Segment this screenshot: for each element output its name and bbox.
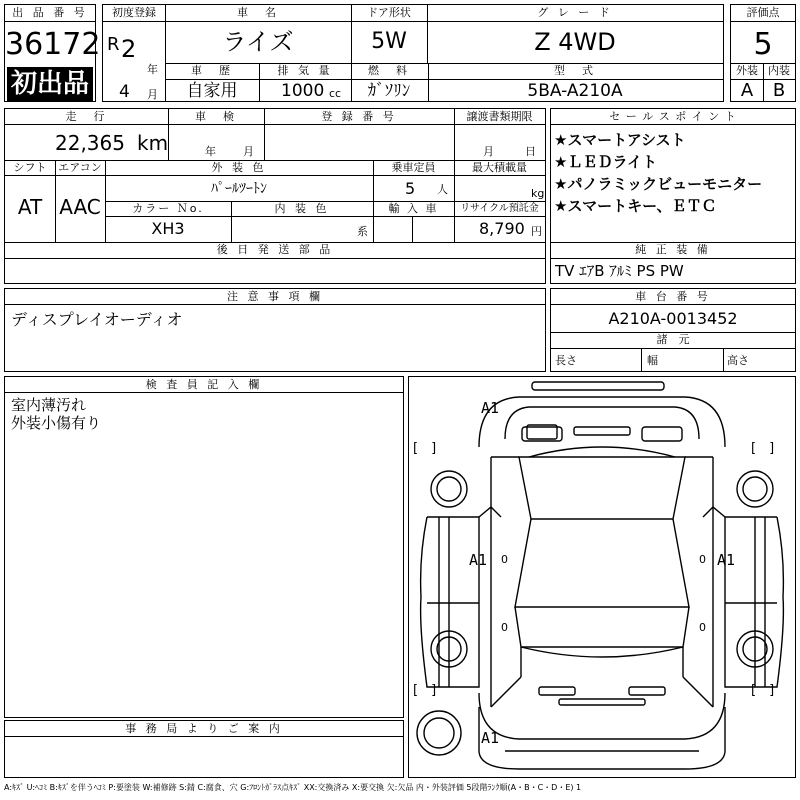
transfer-month-unit: 月	[483, 145, 494, 158]
exterior-grade-label: 外装	[736, 64, 758, 77]
sales-points-label: セ ー ル ス ポ イ ン ト	[609, 110, 737, 123]
office-label: 事 務 局 よ り ご 案 内	[125, 722, 283, 735]
load-label: 最大積載量	[472, 161, 527, 174]
transfer-day-unit: 日	[525, 145, 536, 158]
spec-table	[102, 4, 724, 102]
score-box	[730, 4, 796, 102]
inspection-month-unit: 月	[243, 145, 254, 158]
damage-mark-front: A1	[481, 399, 500, 417]
model-value: 5BA-A210A	[527, 81, 623, 101]
notes-box	[4, 288, 546, 372]
shift-label: シフト	[13, 161, 47, 174]
transfer-label: 譲渡書類期限	[466, 110, 533, 123]
score-value: 5	[753, 27, 773, 62]
sales-point-item: ★スマートキー、ＥＴＣ	[554, 197, 717, 215]
interior-grade: B	[772, 80, 786, 101]
ext-color-value: ﾊﾟｰﾙﾂｰﾄﾝ	[211, 181, 267, 197]
bracket-mark: [ ]	[751, 441, 775, 456]
lot-box	[4, 4, 101, 102]
lot-label: 出 品 番 号	[12, 6, 88, 19]
sales-point-item: ★パノラミックビューモニター	[554, 175, 763, 193]
office-box	[4, 720, 404, 778]
shift-value: AT	[17, 195, 43, 219]
legend-footer: A:ｷｽﾞ U:ﾍｺﾐ B:ｷｽﾞを伴うﾍｺﾐ P:要塗装 W:補修跡 S:錆 C:腐食、穴 G:ﾌﾛﾝﾄｶﾞﾗｽ点ｷｽﾞ XX:交換済み X:要交換 欠:欠品 内・外装評価 5段階ﾗﾝｸ順(A・B・C・D・E) 1	[4, 783, 582, 792]
score-label: 評価点	[746, 6, 780, 19]
inspection-label: 車 検	[195, 110, 237, 123]
grade-label: グ レ ー ド	[537, 6, 613, 19]
equipment-value: TV ｴｱB ｱﾙﾐ PS PW	[555, 262, 684, 280]
inspector-label: 検 査 員 記 入 欄	[145, 378, 263, 391]
length-label: 長さ	[555, 354, 577, 367]
chassis-label: 車 台 番 号	[635, 290, 711, 303]
inspector-line: 室内薄汚れ	[11, 396, 87, 414]
inspector-line: 外装小傷有り	[11, 414, 102, 432]
ac-value: AAC	[59, 195, 101, 219]
import-label: 輸 入 車	[388, 202, 439, 215]
reg-year: 2	[121, 35, 137, 63]
notes-value: ディスプレイオーディオ	[11, 310, 183, 329]
history-label: 車 歴	[191, 64, 233, 77]
car-outline-diagram	[409, 377, 795, 777]
grade-value: Z 4WD	[534, 28, 616, 56]
car-name: ライズ	[222, 28, 294, 56]
sales-points-box	[550, 108, 796, 284]
mileage-label: 走 行	[65, 110, 108, 123]
chassis-value: A210A-0013452	[608, 309, 738, 328]
inspection-year-unit: 年	[205, 145, 216, 158]
plate-label: 登 録 番 号	[321, 110, 397, 123]
exterior-grade: A	[740, 80, 754, 101]
interior-grade-label: 内装	[768, 64, 790, 77]
bracket-mark: [ ]	[413, 683, 437, 698]
fuel-label: 燃 料	[368, 64, 410, 77]
displacement-unit: cc	[329, 87, 342, 100]
car-name-label: 車 名	[237, 6, 279, 19]
o-mark: 0	[501, 621, 508, 634]
notes-label: 注 意 事 項 欄	[227, 290, 323, 303]
first-reg-label: 初度登録	[112, 6, 156, 19]
era-label: R	[107, 34, 120, 55]
dimensions-label: 諸 元	[656, 333, 690, 346]
load-unit: kg	[531, 187, 545, 200]
bracket-mark: [ ]	[413, 441, 437, 456]
door-value: 5W	[371, 29, 407, 54]
fuel-value: ｶﾞｿﾘﾝ	[367, 81, 411, 101]
lot-number: 36172	[5, 27, 101, 62]
reg-month: 4	[119, 82, 130, 102]
recycle-unit: 円	[531, 225, 542, 238]
mileage-unit: km	[137, 131, 169, 155]
capacity-unit: 人	[437, 183, 448, 196]
later-parts-label: 後 日 発 送 部 品	[216, 243, 334, 256]
recycle-label: リサイクル預託金	[460, 203, 539, 214]
damage-mark-rear: A1	[481, 729, 500, 747]
equipment-label: 純 正 装 備	[635, 243, 711, 256]
car-diagram	[408, 376, 796, 778]
o-mark: 0	[501, 553, 508, 566]
int-color-unit: 系	[357, 225, 368, 238]
displacement-value: 1000	[281, 81, 325, 101]
displacement-label: 排 気 量	[277, 64, 333, 77]
detail-table	[4, 108, 546, 284]
width-label: 幅	[647, 354, 658, 367]
int-color-label: 内 装 色	[274, 202, 330, 215]
height-label: 高さ	[727, 354, 749, 367]
o-mark: 0	[699, 621, 706, 634]
ext-color-label: 外 装 色	[211, 161, 267, 174]
recycle-value: 8,790	[479, 219, 525, 238]
history-value: 自家用	[186, 81, 238, 101]
chassis-box	[550, 288, 796, 372]
mileage-value: 22,365	[55, 131, 125, 155]
year-unit: 年	[147, 63, 158, 76]
color-no-label: カラー Ｎo.	[132, 202, 204, 215]
model-label: 型 式	[554, 64, 596, 77]
sales-point-item: ★スマートアシスト	[554, 131, 686, 149]
damage-mark-right: A1	[717, 551, 736, 569]
capacity-label: 乗車定員	[391, 161, 436, 174]
o-mark: 0	[699, 553, 706, 566]
bracket-mark: [ ]	[751, 683, 775, 698]
door-label: ドア形状	[367, 6, 411, 19]
inspector-box	[4, 376, 404, 718]
color-no-value: XH3	[151, 219, 185, 238]
ac-label: エアコン	[58, 161, 102, 174]
damage-mark-left: A1	[469, 551, 488, 569]
sales-point-item: ★ＬＥＤライト	[554, 153, 657, 171]
first-listing-text: 初出品	[10, 69, 89, 99]
capacity-value: 5	[405, 179, 416, 198]
month-unit: 月	[147, 88, 158, 101]
